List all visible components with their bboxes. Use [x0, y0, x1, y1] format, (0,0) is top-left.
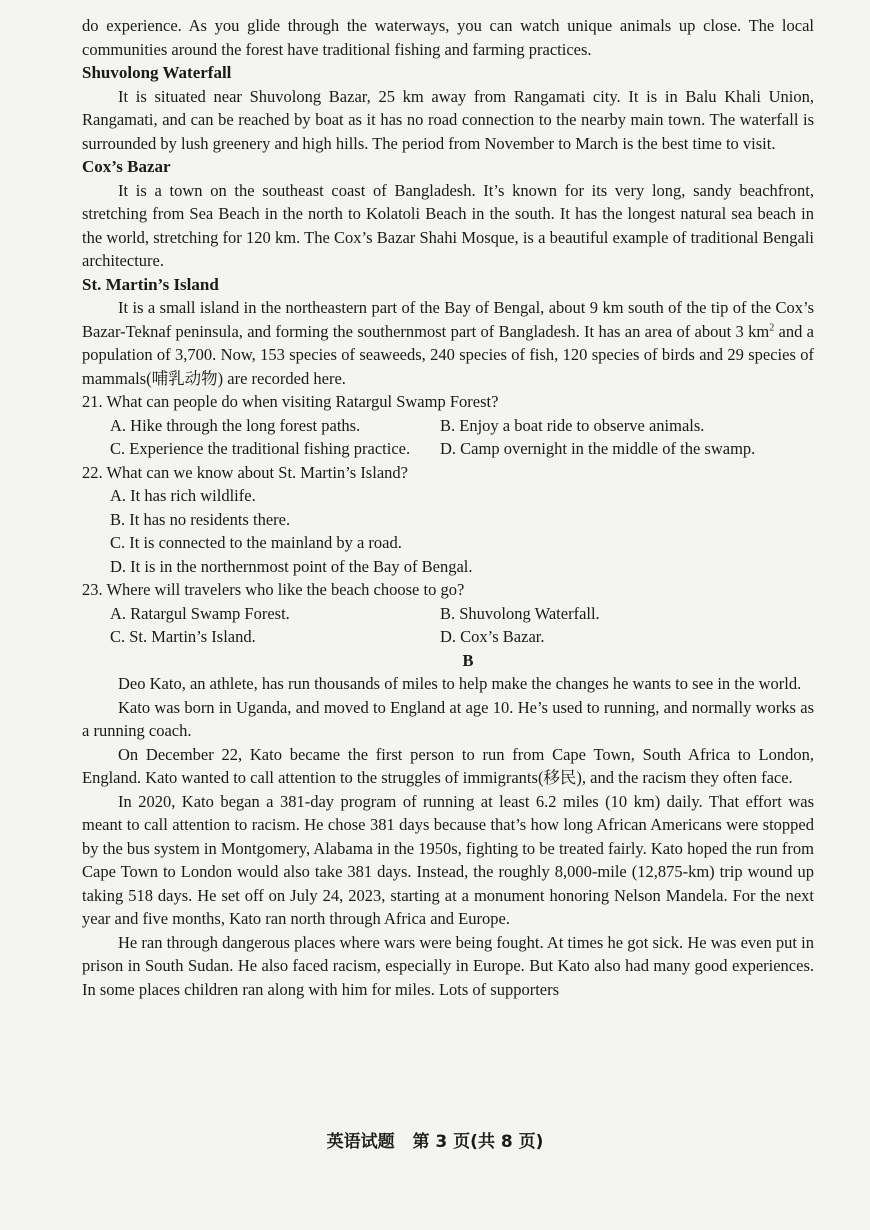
option-c[interactable]: C. It is connected to the mainland by a road. — [110, 533, 402, 552]
intro-paragraph: do experience. As you glide through the waterways, you can watch unique animals up close. The local communities around the forest have traditional fishing and farming practices. — [82, 16, 814, 59]
section-letter-b: B — [462, 650, 474, 670]
place-description: It is situated near Shuvolong Bazar, 25 km away from Rangamati city. It is in Balu Khali Union, Rangamati, and can be reached by boat as it has no road connection to the nearby main town. The waterfall is surrounded by lush greenery and high hills. The period from November to March is the best time to visit. — [82, 86, 814, 153]
place-heading: St. Martin’s Island — [82, 274, 219, 294]
description-part-1: It is a small island in the northeastern part of the Bay of Bengal, about 9 km south of the tip of the Cox’s Bazar-Teknaf peninsula, and forming the southernmost part of Bangladesh. It has an area of about 3 km — [82, 298, 814, 341]
option-a[interactable]: A. Hike through the long forest paths. — [110, 415, 361, 435]
option-b[interactable]: B. Shuvolong Waterfall. — [440, 603, 600, 623]
page-footer — [0, 1131, 870, 1155]
description-part-2: and a population of 3,700. Now, 153 species of seaweeds, 240 species of fish, 120 species of birds and 29 species of mammals(哺乳动物) are recorded here. — [82, 321, 815, 388]
option-b[interactable]: B. Enjoy a boat ride to observe animals. — [440, 415, 705, 435]
superscript: 2 — [769, 322, 775, 333]
question-23 — [82, 578, 814, 649]
question-stem: 21. What can people do when visiting Ratargul Swamp Forest? — [82, 392, 499, 411]
place-heading: Shuvolong Waterfall — [82, 63, 232, 82]
footer-subject: 英语试题 — [326, 1132, 395, 1152]
passage-b — [82, 672, 814, 1001]
question-stem: 23. Where will travelers who like the beach choose to go? — [82, 580, 465, 599]
place-st-martins — [82, 273, 814, 391]
option-d[interactable]: D. It is in the northernmost point of the Bay of Bengal. — [110, 556, 473, 576]
passage-paragraph: On December 22, Kato became the first person to run from Cape Town, South Africa to London, England. Kato wanted to call attention to the struggles of immigrants(移民), and the racism they often face. — [82, 744, 814, 787]
option-d[interactable]: D. Cox’s Bazar. — [440, 627, 545, 646]
place-shuvolong — [82, 61, 814, 155]
place-description: It is a town on the southeast coast of Bangladesh. It’s known for its very long, sandy beachfront, stretching from Sea Beach in the north to Kolatoli Beach in the south. It has the longest natural sea beach in the world, stretching for 120 km. The Cox’s Bazar Shahi Mosque, is a beautiful example of traditional Bengali architecture. — [82, 180, 814, 270]
option-b[interactable]: B. It has no residents there. — [110, 509, 291, 529]
option-c[interactable]: C. Experience the traditional fishing practice. — [110, 439, 411, 458]
option-d[interactable]: D. Camp overnight in the middle of the swamp. — [440, 439, 756, 458]
passage-paragraph: Deo Kato, an athlete, has run thousands of miles to help make the changes he wants to see in the world. — [118, 674, 802, 693]
option-c[interactable]: C. St. Martin’s Island. — [110, 627, 256, 646]
place-heading: Cox’s Bazar — [82, 157, 171, 176]
question-stem: 22. What can we know about St. Martin’s Island? — [82, 462, 408, 482]
question-22 — [82, 461, 814, 579]
footer-page-number: 第 3 页(共 8 页) — [412, 1132, 544, 1152]
place-coxs-bazar — [82, 155, 814, 273]
question-21 — [82, 390, 814, 461]
option-a[interactable]: A. Ratargul Swamp Forest. — [110, 603, 290, 623]
passage-paragraph: Kato was born in Uganda, and moved to England at age 10. He’s used to running, and normally works as a running coach. — [82, 697, 814, 740]
passage-paragraph: In 2020, Kato began a 381-day program of running at least 6.2 miles (10 km) daily. That effort was meant to call attention to racism. He chose 381 days because that’s how long African Americans were stopped by the bus system in Montgomery, Alabama in the 1950s, fighting to be treated fairly. Kato hoped the run from Cape Town to London would also take 381 days. Instead, the roughly 8,000-mile (12,875-km) trip wound up taking 518 days. He set off on July 24, 2023, starting at a monument honoring Nelson Mandela. For the next year and five months, Kato ran north through Africa and Europe. — [82, 791, 814, 928]
place-description — [82, 296, 814, 390]
passage-paragraph: He ran through dangerous places where wars were being fought. At times he got sick. He was even put in prison in South Sudan. He also faced racism, especially in Europe. But Kato also had many good experiences. In some places children ran along with him for miles. Lots of supporters — [82, 932, 814, 999]
option-a[interactable]: A. It has rich wildlife. — [110, 486, 256, 505]
